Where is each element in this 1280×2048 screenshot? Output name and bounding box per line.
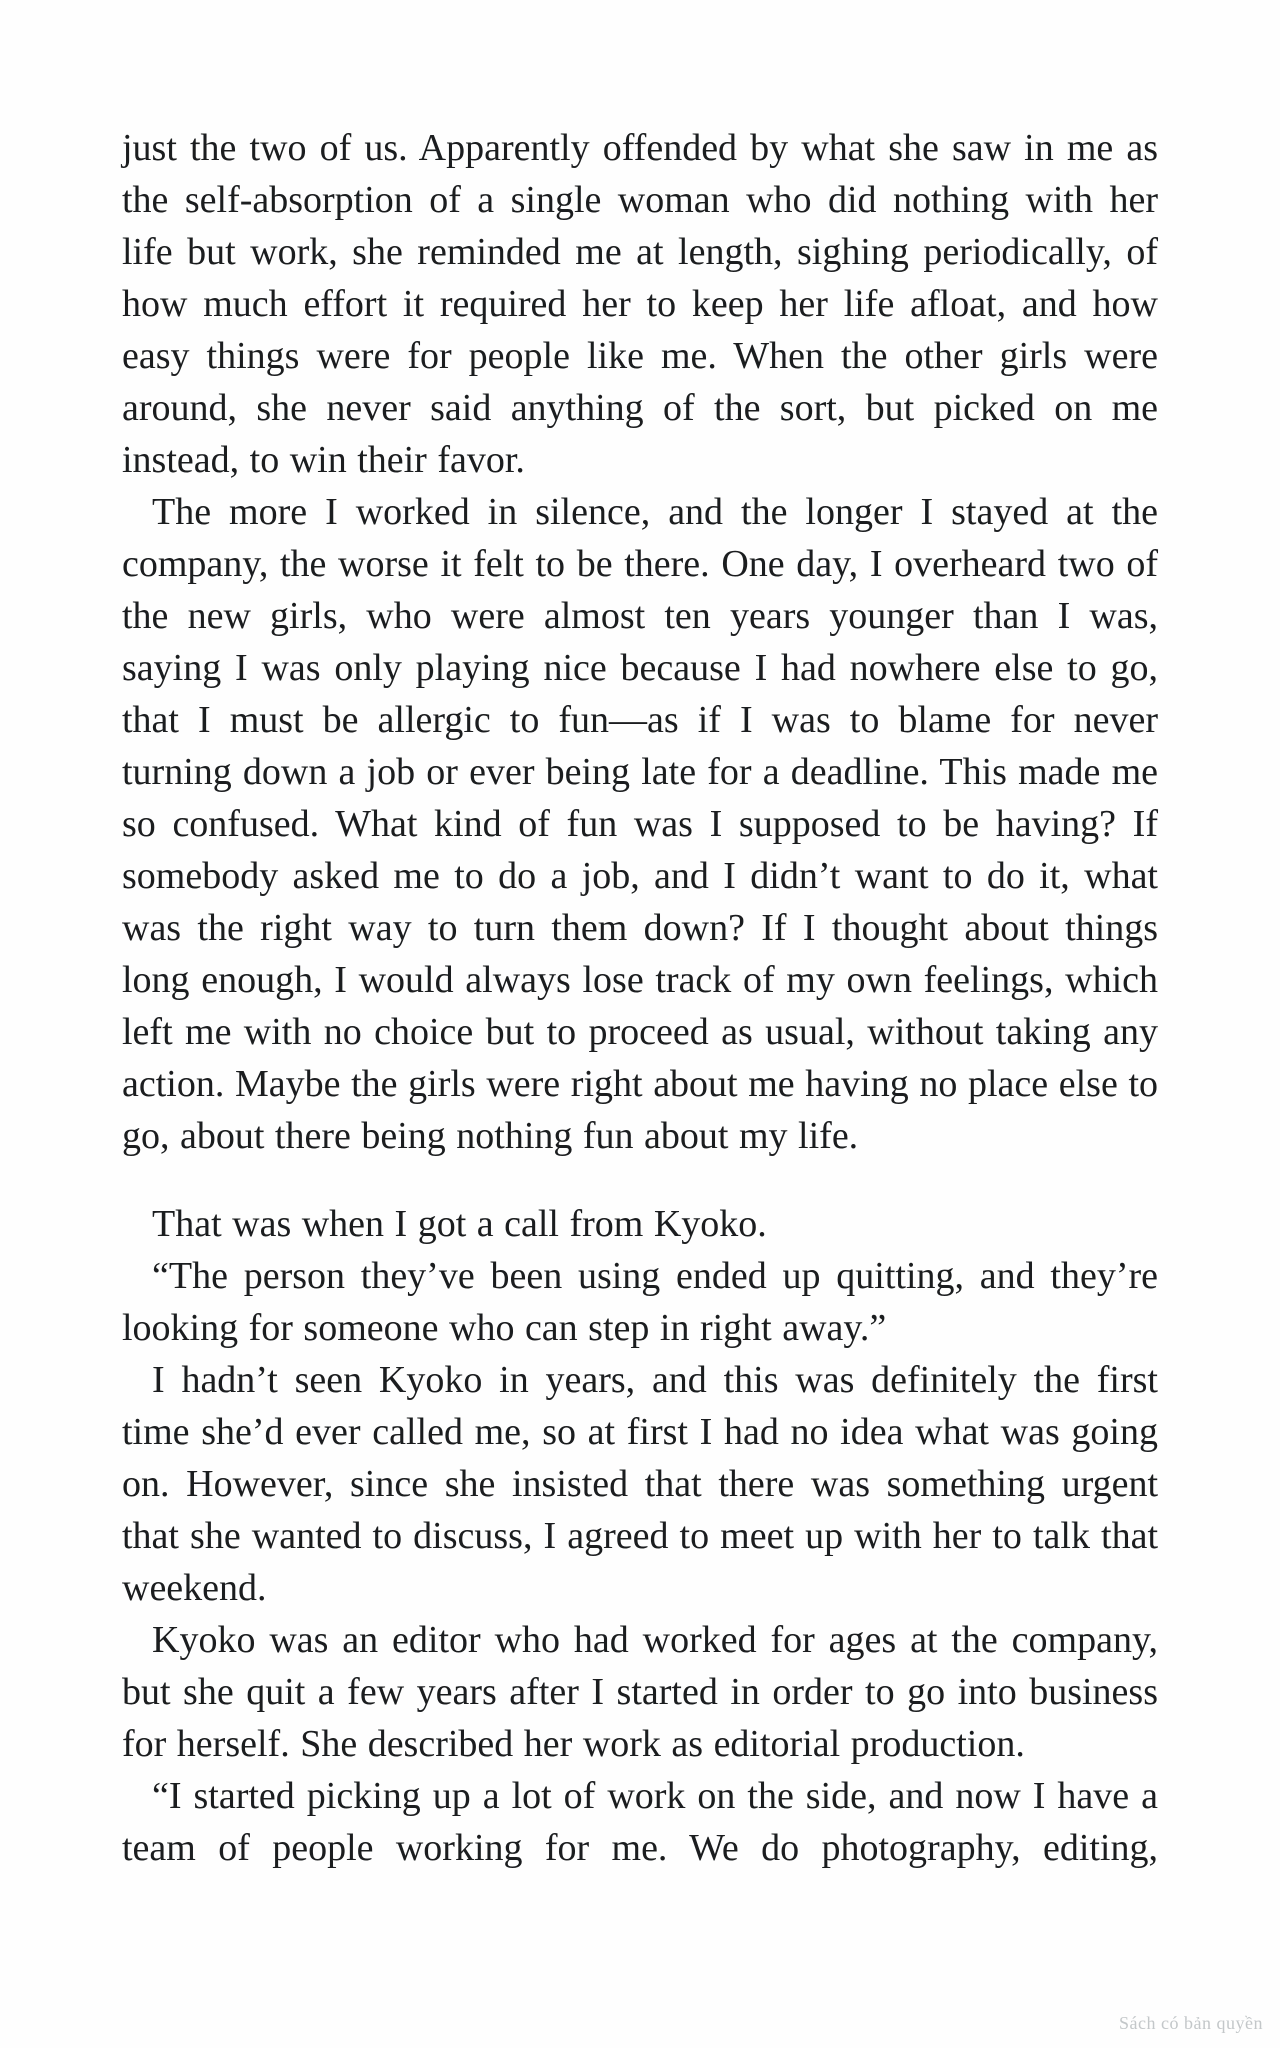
paragraph: “I started picking up a lot of work on the side, and now I have a team of people working for me. We do photography, editing,	[122, 1775, 1158, 1869]
paragraph: “The person they’ve been using ended up quitting, and they’re looking for someone who can step in right away.”	[122, 1255, 1158, 1349]
paragraph: The more I worked in silence, and the longer I stayed at the company, the worse it felt to be there. One day, I overheard two of the new girls, who were almost ten years younger than I was, saying I was only playing nice because I had nowhere else to go, that I must be allergic to fun—as if I was to blame for never turning down a job or ever being late for a deadline. This made me so confused. What kind of fun was I supposed to be having? If somebody asked me to do a job, and I didn’t want to do it, what was the right way to turn them down? If I thought about things long enough, I would always lose track of my own feelings, which left me with no choice but to proceed as usual, without taking any action. Maybe the girls were right about me having no place else to go, about there being nothing fun about my life.	[122, 491, 1158, 1157]
paragraph: That was when I got a call from Kyoko.	[152, 1203, 767, 1245]
paragraph: Kyoko was an editor who had worked for ages at the company, but she quit a few years after I started in order to go into business for herself. She described her work as editorial production.	[122, 1619, 1158, 1765]
paragraph: just the two of us. Apparently offended by what she saw in me as the self-absorption of a single woman who did nothing with her life but work, she reminded me at length, sighing periodically, of how much effort it required her to keep her life afloat, and how easy things were for people like me. When the other girls were around, she never said anything of the sort, but picked on me instead, to win their favor.	[122, 127, 1158, 481]
paragraph: I hadn’t seen Kyoko in years, and this was definitely the first time she’d ever called me, so at first I had no idea what was going on. However, since she insisted that there was something urgent that she wanted to discuss, I agreed to meet up with her to talk that weekend.	[122, 1359, 1158, 1609]
copyright-watermark: Sách có bản quyền	[1119, 2013, 1263, 2033]
text-column	[122, 0, 1158, 1874]
